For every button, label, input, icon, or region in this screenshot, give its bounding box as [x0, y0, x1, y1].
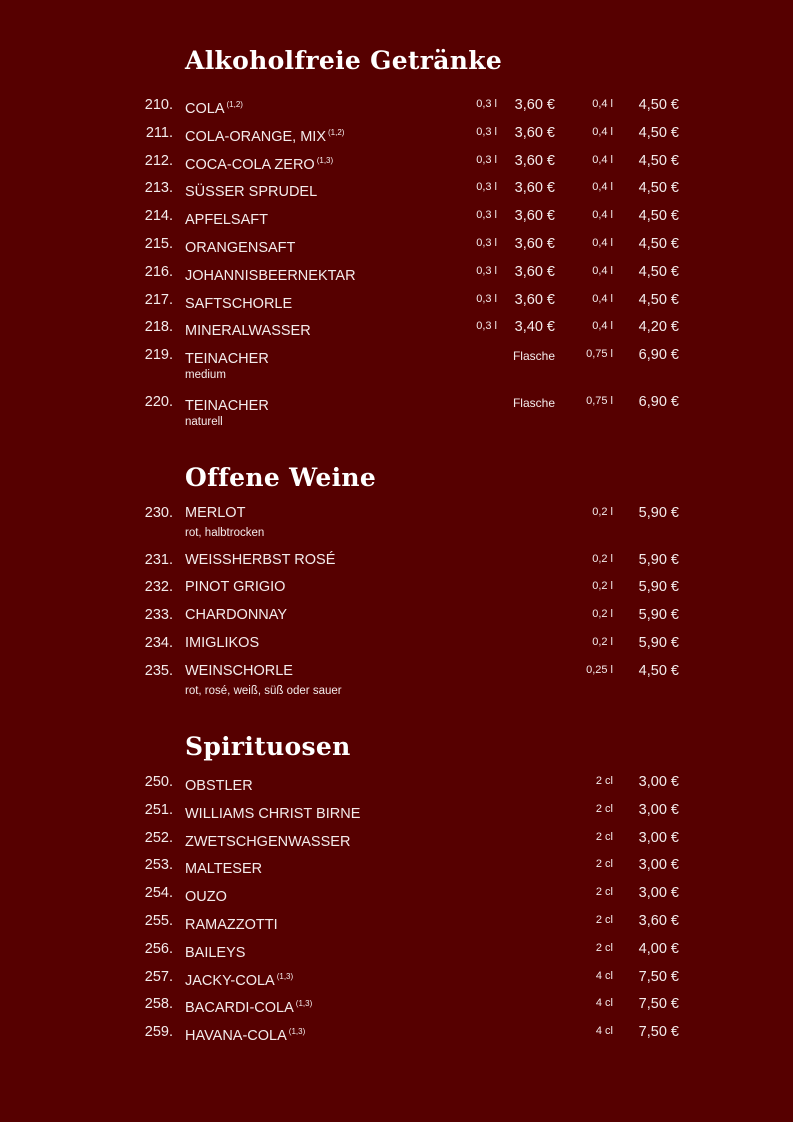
price: 3,00 € — [638, 801, 679, 818]
item-number: 219. — [144, 347, 173, 364]
menu-item — [0, 606, 793, 634]
menu-item — [0, 662, 793, 709]
item-name: COLA $^{(1,2)}$ — [185, 100, 243, 117]
item-name: WEINSCHORLE — [185, 662, 293, 679]
item-name: MINERALWASSER — [185, 323, 311, 340]
item-name: APFELSAFT — [185, 212, 268, 229]
item-name: BACARDI-COLA $^{(1,3)}$ — [185, 999, 313, 1017]
bottle-label: Flasche — [512, 395, 555, 410]
volume: 2 cl — [595, 830, 613, 843]
item-number: 233. — [144, 607, 173, 624]
item-name: WEISSHERBST ROSÉ — [185, 551, 336, 568]
volume: 2 cl — [595, 886, 613, 899]
volume: 0,2 l — [592, 608, 613, 621]
item-name: HAVANA-COLA $^{(1,3)}$ — [185, 1027, 306, 1045]
menu-item — [0, 884, 793, 912]
price-small: 3,60 € — [514, 97, 555, 113]
item-name: TEINACHER — [185, 351, 269, 368]
item-list — [0, 504, 793, 708]
volume-large: 0,4 l — [592, 153, 613, 166]
price-large: 4,50 € — [638, 124, 679, 141]
price: 4,00 € — [638, 940, 679, 957]
item-number: 217. — [144, 291, 173, 308]
price: 3,00 € — [638, 885, 679, 902]
volume-small: 0,3 l — [476, 125, 497, 138]
menu-item — [0, 179, 793, 207]
bottle-label: Flasche — [512, 349, 555, 364]
allergen-note: (1,3) — [295, 999, 313, 1009]
volume-small: 0,3 l — [476, 153, 497, 166]
menu-item — [0, 773, 793, 801]
menu-item — [0, 346, 793, 393]
allergen-note: (1,3) — [316, 155, 334, 165]
item-description: medium — [185, 369, 226, 382]
price-large: 4,50 € — [638, 97, 679, 113]
item-name: MALTESER — [185, 861, 263, 878]
item-number: 258. — [144, 996, 173, 1013]
item-number: 220. — [144, 393, 173, 410]
menu-item — [0, 940, 793, 968]
menu-item — [0, 1023, 793, 1051]
price-large: 6,90 € — [638, 347, 679, 364]
price-large: 4,50 € — [638, 208, 679, 225]
item-name: MERLOT — [185, 505, 246, 521]
volume-large: 0,4 l — [592, 320, 613, 333]
menu-item — [0, 318, 793, 346]
menu-item — [0, 504, 793, 551]
item-description: naturell — [185, 415, 223, 428]
allergen-note: (1,3) — [288, 1027, 306, 1037]
item-name: PINOT GRIGIO — [185, 579, 286, 596]
volume-large: 0,4 l — [592, 236, 613, 249]
item-name: JACKY-COLA $^{(1,3)}$ — [185, 971, 294, 989]
price-small: 3,60 € — [514, 263, 555, 280]
volume-small: 0,3 l — [476, 320, 497, 333]
price: 5,90 € — [638, 607, 679, 624]
allergen-note: (1,3) — [276, 971, 294, 981]
volume: 2 cl — [595, 941, 613, 954]
volume: 0,2 l — [592, 580, 613, 593]
price: 3,00 € — [638, 857, 679, 874]
volume-small: 0,3 l — [476, 209, 497, 222]
volume: 4 cl — [595, 1025, 613, 1038]
volume-large: 0,4 l — [592, 125, 613, 138]
item-name: WILLIAMS CHRIST BIRNE — [185, 805, 361, 822]
volume: 0,2 l — [592, 506, 613, 518]
price-large: 4,50 € — [638, 263, 679, 280]
menu-item — [0, 912, 793, 940]
item-number: 216. — [144, 263, 173, 280]
item-number: 235. — [144, 662, 173, 679]
price-small: 3,60 € — [514, 235, 555, 252]
allergen-note: (1,2) — [328, 127, 345, 137]
item-number: 257. — [144, 968, 173, 985]
item-number: 215. — [144, 235, 173, 252]
price: 5,90 € — [638, 505, 679, 521]
item-number: 212. — [144, 152, 173, 169]
item-number: 252. — [144, 829, 173, 846]
item-name: SÜSSER SPRUDEL — [185, 184, 318, 201]
volume-large: 0,4 l — [592, 292, 613, 305]
volume-small: 0,3 l — [476, 292, 497, 305]
item-name: OUZO — [185, 889, 227, 906]
volume: 4 cl — [595, 997, 613, 1010]
item-number: 253. — [144, 857, 173, 874]
section-title: Spirituosen — [185, 732, 351, 761]
section-title: Offene Weine — [185, 463, 377, 492]
item-number: 250. — [144, 774, 173, 790]
item-number: 214. — [144, 208, 173, 225]
menu-item — [0, 968, 793, 996]
allergen-note: (1,2) — [226, 100, 243, 109]
price-small: 3,40 € — [514, 319, 555, 336]
volume: 2 cl — [595, 775, 613, 787]
menu-item — [0, 96, 793, 124]
item-number: 230. — [144, 505, 173, 521]
menu-item — [0, 829, 793, 857]
price-large: 4,50 € — [638, 291, 679, 308]
volume-large: 0,4 l — [592, 264, 613, 277]
item-name: BAILEYS — [185, 944, 246, 961]
item-name: ZWETSCHGENWASSER — [185, 833, 351, 850]
menu-item — [0, 995, 793, 1023]
item-name: OBSTLER — [185, 778, 253, 794]
volume: 0,2 l — [592, 552, 613, 565]
section-title: Alkoholfreie Getränke — [185, 46, 503, 75]
volume: 0,2 l — [592, 635, 613, 648]
volume-small: 0,3 l — [476, 264, 497, 277]
item-list — [0, 96, 793, 439]
item-name: CHARDONNAY — [185, 607, 288, 624]
item-number: 255. — [144, 912, 173, 929]
price-large: 4,50 € — [638, 180, 679, 197]
volume-large: 0,4 l — [592, 181, 613, 194]
item-description: rot, halbtrocken — [185, 527, 265, 539]
menu-item — [0, 263, 793, 291]
volume-large: 0,4 l — [592, 209, 613, 222]
item-name: COLA-ORANGE, MIX $^{(1,2)}$ — [185, 127, 345, 145]
item-number: 254. — [144, 885, 173, 902]
menu-item — [0, 856, 793, 884]
price-small: 3,60 € — [514, 291, 555, 308]
volume-large: 0,75 l — [586, 394, 613, 407]
menu-item — [0, 152, 793, 180]
item-number: 211. — [145, 124, 173, 141]
item-number: 232. — [144, 579, 173, 596]
item-name: RAMAZZOTTI — [185, 916, 278, 933]
price: 5,90 € — [638, 579, 679, 596]
volume-large: 0,75 l — [586, 348, 613, 361]
volume: 0,25 l — [586, 663, 613, 676]
price-large: 4,20 € — [638, 319, 679, 336]
item-number: 256. — [144, 940, 173, 957]
price: 7,50 € — [638, 1024, 679, 1041]
price-large: 6,90 € — [638, 393, 679, 410]
item-number: 251. — [144, 801, 173, 818]
volume: 2 cl — [595, 802, 613, 815]
price: 5,90 € — [638, 634, 679, 651]
price: 7,50 € — [638, 968, 679, 985]
price: 3,60 € — [638, 912, 679, 929]
menu-item — [0, 235, 793, 263]
item-number: 213. — [144, 180, 173, 197]
item-number: 231. — [144, 551, 173, 568]
price: 7,50 € — [638, 996, 679, 1013]
menu-item — [0, 291, 793, 319]
menu-item — [0, 551, 793, 579]
item-name: SAFTSCHORLE — [185, 295, 293, 312]
menu-item — [0, 207, 793, 235]
menu-item — [0, 124, 793, 152]
price-small: 3,60 € — [514, 180, 555, 197]
price: 3,00 € — [638, 829, 679, 846]
item-description: rot, rosé, weiß, süß oder sauer — [185, 684, 342, 697]
menu-item — [0, 393, 793, 440]
volume: 4 cl — [595, 969, 613, 982]
volume-small: 0,3 l — [476, 98, 497, 110]
price-small: 3,60 € — [514, 152, 555, 169]
item-number: 210. — [144, 97, 173, 113]
price: 5,90 € — [638, 551, 679, 568]
item-name: COCA-COLA ZERO $^{(1,3)}$ — [185, 155, 334, 173]
item-name: TEINACHER — [185, 397, 269, 414]
price-large: 4,50 € — [638, 235, 679, 252]
item-list — [0, 773, 793, 1051]
item-number: 218. — [144, 319, 173, 336]
item-name: ORANGENSAFT — [185, 239, 296, 256]
menu-item — [0, 634, 793, 662]
volume-small: 0,3 l — [476, 236, 497, 249]
item-name: JOHANNISBEERNEKTAR — [185, 267, 356, 284]
price: 4,50 € — [638, 662, 679, 679]
volume-small: 0,3 l — [476, 181, 497, 194]
price-large: 4,50 € — [638, 152, 679, 169]
volume-large: 0,4 l — [592, 98, 613, 110]
menu-item — [0, 578, 793, 606]
price-small: 3,60 € — [514, 124, 555, 141]
menu-item — [0, 801, 793, 829]
item-number: 234. — [144, 634, 173, 651]
volume: 2 cl — [595, 858, 613, 871]
item-name: IMIGLIKOS — [185, 634, 260, 651]
item-number: 259. — [144, 1024, 173, 1041]
price-small: 3,60 € — [514, 208, 555, 225]
price: 3,00 € — [638, 774, 679, 790]
volume: 2 cl — [595, 913, 613, 926]
